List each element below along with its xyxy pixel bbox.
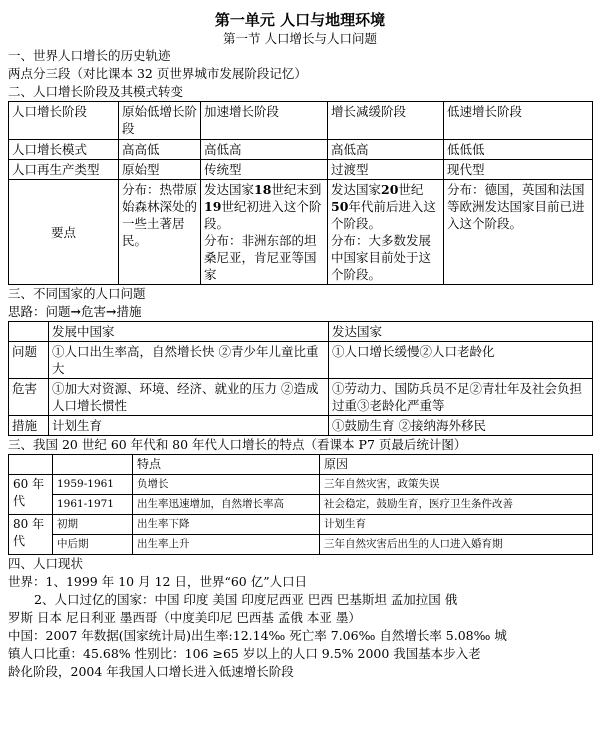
table-cell: 中后期 (53, 535, 133, 555)
table-cell (328, 180, 444, 285)
growth-stage-table (8, 101, 593, 285)
table-cell: 原因 (320, 455, 593, 475)
table-cell: 原始低增长阶段 (119, 102, 201, 140)
table-cell: 计划生育 (320, 515, 593, 535)
row-label: 问题 (9, 342, 49, 379)
table-cell: 人口增长阶段 (9, 102, 119, 140)
china-stats-line-1: 中国：2007 年数据(国家统计局)出生率:12.14‰ 死亡率 7.06‰ 自然增长率 5.08‰ 城 (8, 628, 507, 643)
table-cell: 初期 (53, 515, 133, 535)
table-cell: 高低高 (201, 140, 328, 160)
table-cell: 出生率上升 (133, 535, 320, 555)
china-stats-line-2: 镇人口比重：45.68% 性别比：106 ≥65 岁以上的人口 9.5% 2000 我国基本步入老 (8, 646, 481, 661)
table-cell: 社会稳定，鼓励生育，医疗卫生条件改善 (320, 495, 593, 515)
section4-heading: 四、人口现状 (8, 556, 84, 571)
decade-label: 80 年代 (9, 515, 53, 555)
cell-text: 世纪 (398, 182, 424, 197)
table-cell: 人口再生产类型 (9, 160, 119, 180)
table-row (9, 379, 593, 416)
table-cell: 分布：德国，英国和法国等欧洲发达国家目前已进入这个阶段。 (444, 180, 593, 285)
table-cell: 特点 (133, 455, 320, 475)
cell-text: 分布：大多数发展中国家目前处于这个阶段。 (331, 233, 432, 282)
cell-text: 20 (381, 182, 399, 197)
china-growth-table (8, 454, 593, 555)
table-row (9, 160, 593, 180)
table-cell: ①加大对资源、环境、经济、就业的压力 ②造成人口增长惯性 (49, 379, 329, 416)
cell-text: 世纪初进入这个阶段。 (204, 199, 322, 231)
cell-text: 18 (254, 182, 272, 197)
arrow-icon: → (70, 304, 82, 319)
world-fact: 世界：1、1999 年 10 月 12 日，世界“60 亿”人口日 (8, 574, 308, 589)
table-row (9, 515, 593, 535)
cell-text: 发达国家 (331, 182, 382, 197)
table-cell: 增长减缓阶段 (328, 102, 444, 140)
row-label: 危害 (9, 379, 49, 416)
approach-step: 措施 (116, 304, 142, 319)
table-cell: 三年自然灾害，政策失误 (320, 475, 593, 495)
row-label: 措施 (9, 416, 49, 436)
table-header-row (9, 102, 593, 140)
section1-text: 两点分三段（对比课本 32 页世界城市发展阶段记忆） (8, 66, 307, 81)
cell-text: 年代前后进入这个阶段。 (331, 199, 436, 231)
table-cell: 发展中国家 (49, 322, 329, 342)
table-cell: 低速增长阶段 (444, 102, 593, 140)
table-cell: 高低高 (328, 140, 444, 160)
section3-heading: 三、不同国家的人口问题 (8, 286, 146, 301)
table-cell: ①人口出生率高，自然增长快 ②青少年儿童比重大 (49, 342, 329, 379)
key-points-label: 要点 (9, 180, 119, 285)
section1-heading: 一、世界人口增长的历史轨迹 (8, 48, 171, 63)
table-cell: 人口增长模式 (9, 140, 119, 160)
table-cell: 出生率迅速增加，自然增长率高 (133, 495, 320, 515)
table-cell: 高高低 (119, 140, 201, 160)
table-header-row (9, 455, 593, 475)
table-cell: ①劳动力、国防兵员不足②青壮年及社会负担过重③老龄化严重等 (329, 379, 593, 416)
table-cell: 负增长 (133, 475, 320, 495)
table-row (9, 140, 593, 160)
table-cell: 分布：热带原始森林深处的一些土著居民。 (119, 180, 201, 285)
table-cell: 出生率下降 (133, 515, 320, 535)
table-row (9, 342, 593, 379)
table-cell (201, 180, 328, 285)
cell-text: 19 (204, 199, 222, 214)
table-cell: 过渡型 (328, 160, 444, 180)
table-cell (9, 455, 53, 475)
table-cell: 现代型 (444, 160, 593, 180)
table-row (9, 475, 593, 495)
table-cell (9, 322, 49, 342)
cell-text: 50 (331, 199, 349, 214)
table-row (9, 180, 593, 285)
china-stats-line-3: 龄化阶段，2004 年我国人口增长进入低速增长阶段 (8, 664, 294, 679)
decade-label: 60 年代 (9, 475, 53, 515)
table-cell: 发达国家 (329, 322, 593, 342)
table-cell: ①人口增长缓慢②人口老龄化 (329, 342, 593, 379)
table-cell: 1961-1971 (53, 495, 133, 515)
table-cell: 加速增长阶段 (201, 102, 328, 140)
table-cell: 原始型 (119, 160, 201, 180)
table-cell (53, 455, 133, 475)
table-header-row (9, 322, 593, 342)
approach-label: 思路： (8, 304, 46, 319)
table-cell: 1959-1961 (53, 475, 133, 495)
section2-heading: 二、人口增长阶段及其模式转变 (8, 84, 184, 99)
overpopulated-line-2: 罗斯 日本 尼日利亚 墨西哥（中度美印尼 巴西基 孟俄 本亚 墨） (8, 610, 361, 625)
overpopulated-line-1: 2、人口过亿的国家：中国 印度 美国 印度尼西亚 巴西 巴基斯坦 孟加拉国 俄 (34, 592, 458, 607)
approach-step: 问题 (45, 304, 71, 319)
table-cell: 计划生育 (49, 416, 329, 436)
table-row (9, 535, 593, 555)
country-problems-table (8, 321, 593, 436)
cell-text: 分布：非洲东部的坦桑尼亚，肯尼亚等国家 (204, 233, 317, 282)
section-subtitle: 第一节 人口增长与人口问题 (223, 31, 377, 46)
table-cell: ①鼓励生育 ②接纳海外移民 (329, 416, 593, 436)
page-title: 第一单元 人口与地理环境 (214, 11, 386, 29)
cell-text: 世纪末到 (271, 182, 322, 197)
table-cell: 传统型 (201, 160, 328, 180)
table-row (9, 495, 593, 515)
table-row (9, 416, 593, 436)
document-page (8, 0, 592, 681)
arrow-icon: → (106, 304, 117, 319)
section3b-heading: 三、我国 20 世纪 60 年代和 80 年代人口增长的特点（看课本 P7 页最后统计图） (8, 437, 467, 452)
table-cell: 低低低 (444, 140, 593, 160)
approach-step: 危害 (81, 304, 107, 319)
table-cell: 三年自然灾害后出生的人口进入婚育期 (320, 535, 593, 555)
approach-line (8, 303, 592, 321)
cell-text: 发达国家 (204, 182, 255, 197)
